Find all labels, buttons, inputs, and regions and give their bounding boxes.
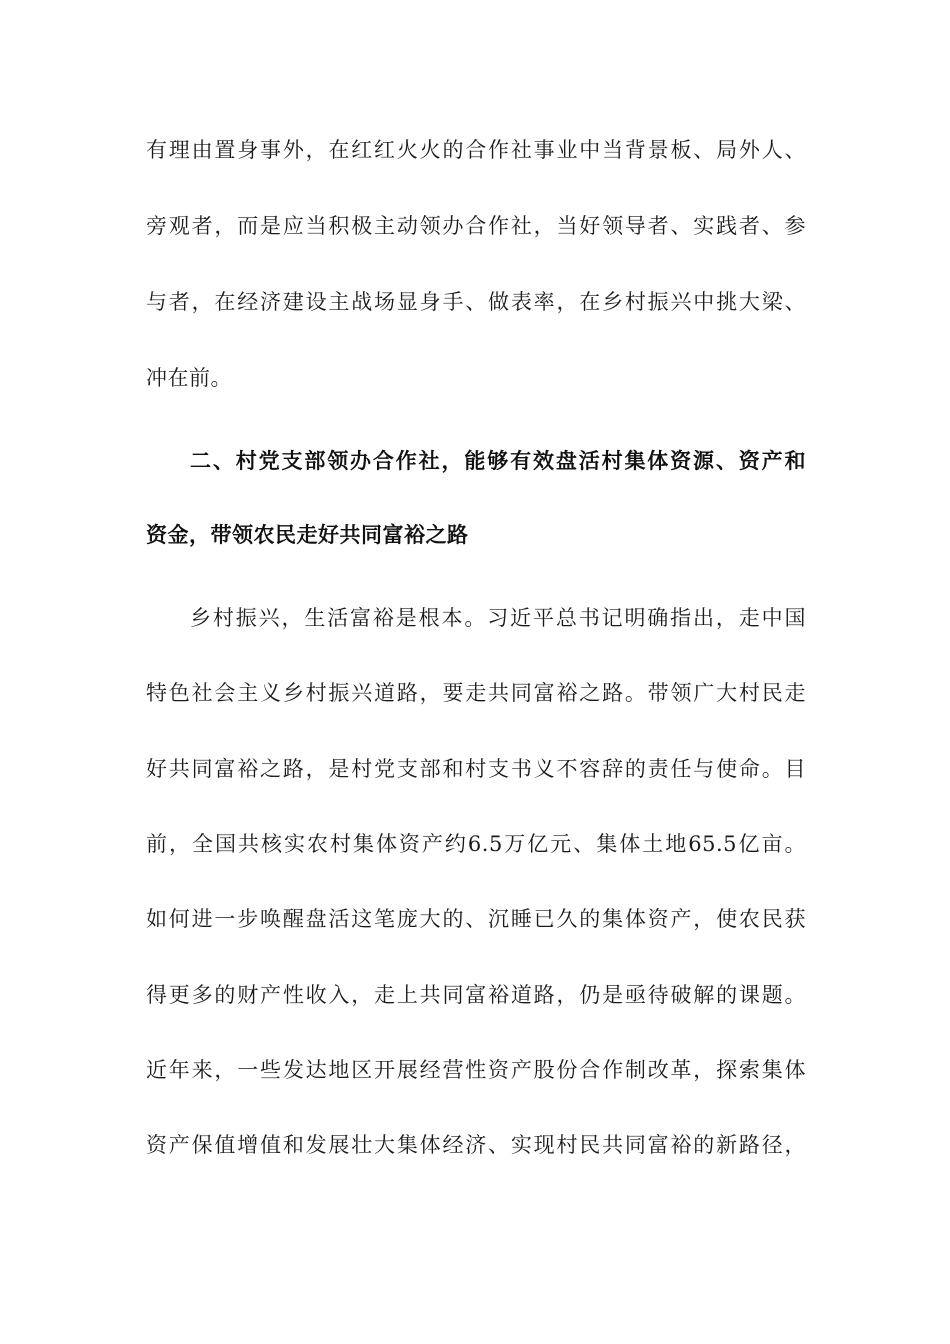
intro-line-3: 与者，在经济建设主战场显身手、做表率，在乡村振兴中挑大梁、 [146, 290, 806, 314]
main-line-3: 好共同富裕之路，是村党支部和村支书义不容辞的责任与使命。目 [146, 757, 806, 781]
main-line-6: 得更多的财产性收入，走上共同富裕道路，仍是亟待破解的课题。 [146, 983, 806, 1007]
intro-line-1: 有理由置身事外，在红红火火的合作社事业中当背景板、局外人、 [146, 138, 806, 162]
section-heading-line-2: 资金，带领农民走好共同富裕之路 [146, 523, 469, 547]
section-heading-line-1: 二、村党支部领办合作社，能够有效盘活村集体资源、资产和 [190, 449, 806, 473]
main-line-8: 资产保值增值和发展壮大集体经济、实现村民共同富裕的新路径， [146, 1133, 806, 1157]
main-line-2: 特色社会主义乡村振兴道路，要走共同富裕之路。带领广大村民走 [146, 681, 806, 705]
intro-line-2: 旁观者，而是应当积极主动领办合作社，当好领导者、实践者、参 [146, 214, 806, 238]
main-line-1: 乡村振兴，生活富裕是根本。习近平总书记明确指出，走中国 [190, 606, 806, 630]
main-line-4: 前，全国共核实农村集体资产约6.5万亿元、集体土地65.5亿亩。 [146, 832, 806, 856]
main-line-5: 如何进一步唤醒盘活这笔庞大的、沉睡已久的集体资产，使农民获 [146, 907, 806, 931]
main-line-7: 近年来，一些发达地区开展经营性资产股份合作制改革，探索集体 [146, 1058, 806, 1082]
intro-line-4: 冲在前。 [146, 366, 232, 390]
